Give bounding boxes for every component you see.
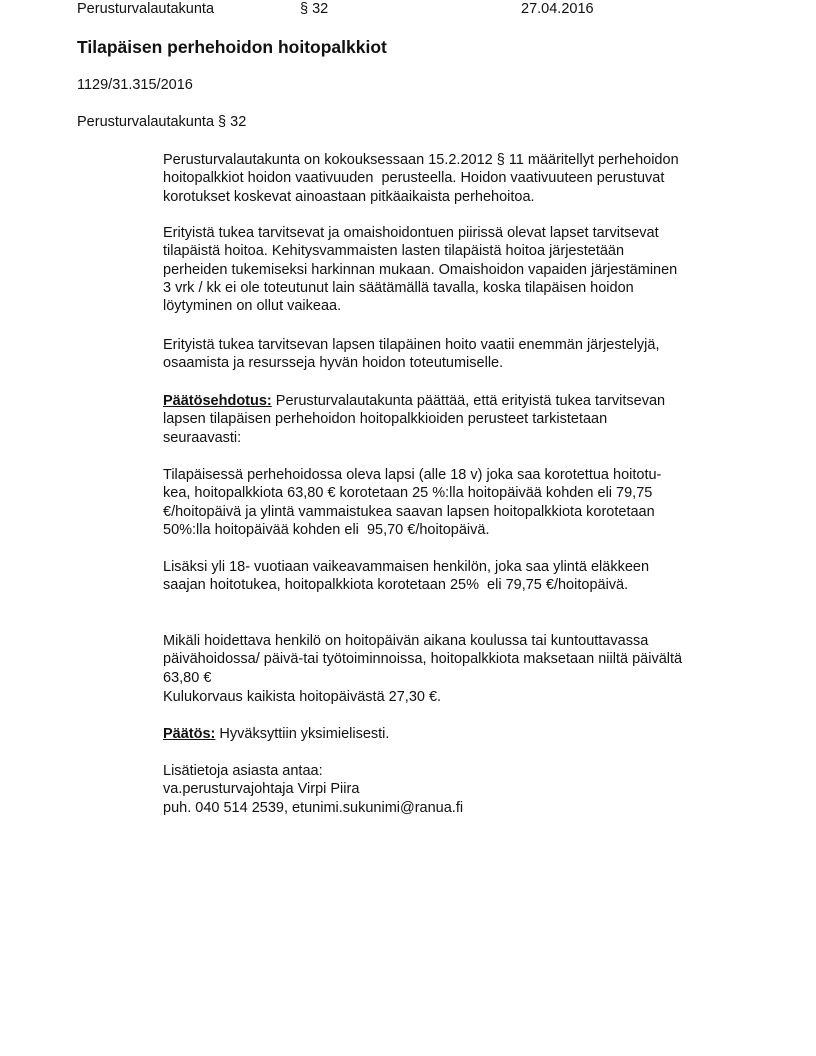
paragraph-line: 3 vrk / kk ei ole toteutunut lain säätämällä tavalla, koska tilapäisen hoidon	[163, 279, 634, 296]
paragraph-line: Lisäksi yli 18- vuotiaan vaikeavammaisen henkilön, joka saa ylintä eläkkeen	[163, 559, 650, 575]
paragraph-line: lapsen tilapäisen perhehoidon hoitopalkkioiden perusteet tarkistetaan	[163, 411, 608, 428]
paragraph-label: Päätösehdotus:	[163, 393, 272, 409]
reference-number: 1129/31.315/2016	[77, 77, 193, 93]
header-board: Perusturvalautakunta	[77, 1, 215, 17]
paragraph-line: Tilapäisessä perhehoidossa oleva lapsi (alle 18 v) joka saa korotettua hoitotu-	[163, 467, 662, 483]
paragraph	[163, 632, 682, 687]
paragraph	[163, 466, 661, 539]
paragraph	[163, 224, 677, 315]
paragraph-line: päivähoidossa/ päivä-tai työtoiminnoissa, hoitopalkkiota maksetaan niiltä päivältä	[163, 651, 683, 668]
paragraph-text: Hyväksyttiin yksimielisesti.	[215, 726, 390, 742]
header-section: § 32	[300, 1, 329, 17]
paragraph-line: kea, hoitopalkkiota 63,80 € korotetaan 25 %:lla hoitopäivää kohden eli 79,75	[163, 485, 653, 502]
paragraph-text: Perusturvalautakunta päättää, että erityistä tukea tarvitsevan	[271, 393, 666, 409]
paragraph-line: löytyminen on ollut vaikeaa.	[163, 298, 342, 315]
paragraph-line: Erityistä tukea tarvitsevan lapsen tilapäinen hoito vaatii enemmän järjestelyjä,	[163, 337, 660, 353]
paragraph-line: €/hoitopäivä ja ylintä vammaistukea saavan lapsen hoitopalkkiota korotetaan	[163, 503, 655, 520]
paragraph-line	[163, 725, 389, 743]
paragraph-line	[163, 392, 665, 410]
paragraph-label: Päätös:	[163, 726, 216, 742]
paragraph	[163, 392, 665, 447]
paragraph-line: 50%:lla hoitopäivää kohden eli 95,70 €/hoitopäivä.	[163, 521, 490, 538]
document-title: Tilapäisen perhehoidon hoitopalkkiot	[77, 37, 387, 57]
paragraph-line: Mikäli hoidettava henkilö on hoitopäivän aikana koulussa tai kuntouttavassa	[163, 633, 649, 649]
paragraph-line: korotukset koskevat ainoastaan pitkäaikaista perhehoitoa.	[163, 188, 535, 205]
paragraph-line: osaamista ja resursseja hyvän hoidon toteutumiselle.	[163, 355, 504, 372]
section-reference: Perusturvalautakunta § 32	[77, 114, 247, 130]
paragraph-line: 63,80 €	[163, 669, 212, 686]
paragraph-line: Lisätietoja asiasta antaa:	[163, 763, 323, 779]
paragraph	[163, 725, 389, 743]
paragraph-line: hoitopalkkiot hoidon vaativuuden perusteella. Hoidon vaativuuteen perustuvat	[163, 170, 665, 187]
paragraph	[163, 151, 679, 206]
paragraph-line: Perusturvalautakunta on kokouksessaan 15.2.2012 § 11 määritellyt perhehoidon	[163, 152, 679, 168]
paragraph-line: seuraavasti:	[163, 429, 242, 446]
paragraph-line: Kulukorvaus kaikista hoitopäivästä 27,30 €.	[163, 689, 442, 705]
paragraph	[163, 688, 441, 706]
paragraph-line: va.perusturvajohtaja Virpi Piira	[163, 781, 360, 798]
paragraph-line: perheiden tukemiseksi harkinnan mukaan. Omaishoidon vapaiden järjestäminen	[163, 261, 678, 278]
header-date: 27.04.2016	[521, 1, 594, 17]
paragraph-line: Erityistä tukea tarvitsevat ja omaishoidontuen piirissä olevat lapset tarvitsevat	[163, 225, 659, 241]
paragraph-line: puh. 040 514 2539, etunimi.sukunimi@ranua.fi	[163, 799, 464, 816]
paragraph	[163, 558, 649, 595]
paragraph-line: saajan hoitotukea, hoitopalkkiota korotetaan 25% eli 79,75 €/hoitopäivä.	[163, 577, 629, 594]
paragraph	[163, 762, 463, 817]
paragraph-line: tilapäistä hoitoa. Kehitysvammaisten lasten tilapäistä hoitoa järjestetään	[163, 243, 625, 260]
paragraph	[163, 336, 659, 373]
